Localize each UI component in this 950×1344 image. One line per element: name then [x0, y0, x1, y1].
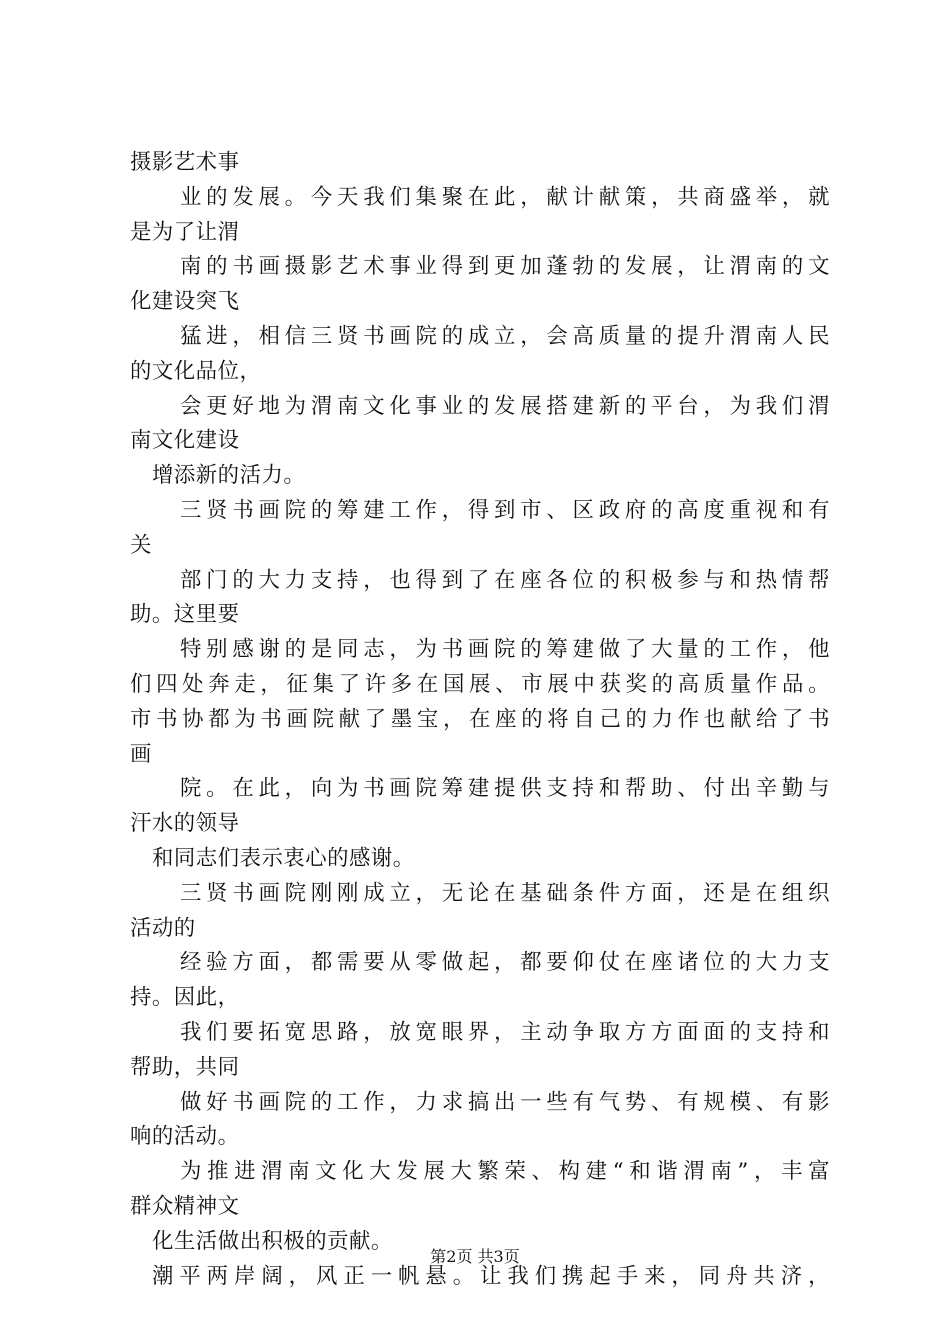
text-line: 助。这里要: [130, 602, 240, 628]
text-line: 摄影艺术事: [130, 150, 240, 175]
text-line: 帮助，共同: [130, 1054, 240, 1080]
text-line: 们四处奔走，征集了许多在国展、市展中获奖的高质量作品。: [130, 671, 830, 697]
text-line: 我们要拓宽思路，放宽眼界，主动争取方方面面的支持和: [180, 1019, 830, 1045]
text-line: 猛进，相信三贤书画院的成立，会高质量的提升渭南人民: [180, 323, 830, 349]
text-line: 业的发展。今天我们集聚在此，献计献策，共商盛举，就: [180, 184, 830, 210]
text-line: 三贤书画院的筹建工作，得到市、区政府的高度重视和有: [180, 497, 830, 523]
text-line: 经验方面，都需要从零做起，都要仰仗在座诸位的大力支: [180, 950, 830, 976]
document-body: [130, 146, 830, 1294]
text-line: 潮平两岸阔，风正一帆悬。让我们携起手来，同舟共济，: [152, 1263, 830, 1289]
text-line: 南文化建设: [130, 428, 240, 454]
text-line: 做好书画院的工作，力求搞出一些有气势、有规模、有影: [180, 1089, 830, 1115]
text-line: 会更好地为渭南文化事业的发展搭建新的平台，为我们渭: [180, 393, 830, 419]
text-line: 关: [130, 532, 152, 558]
text-line: 增添新的活力。: [152, 463, 306, 489]
text-line: 和同志们表示衷心的感谢。: [152, 845, 415, 871]
text-line: 活动的: [130, 915, 196, 941]
text-line: 特别感谢的是同志，为书画院的筹建做了大量的工作，他: [180, 637, 830, 663]
text-line: 化生活做出积极的贡献。: [152, 1228, 393, 1254]
text-line: 持。因此，: [130, 985, 240, 1011]
text-line: 为推进渭南文化大发展大繁荣、构建“和谐渭南”，丰富: [180, 1159, 830, 1185]
page-footer: 第2页 共3页: [430, 1247, 520, 1266]
text-line: 部门的大力支持，也得到了在座各位的积极参与和热情帮: [180, 567, 830, 593]
text-line: 市书协都为书画院献了墨宝，在座的将自己的力作也献给了书: [130, 706, 830, 732]
text-line: 是为了让渭: [130, 219, 240, 245]
text-line: 南的书画摄影艺术事业得到更加蓬勃的发展，让渭南的文: [180, 254, 830, 280]
text-line: 群众精神文: [130, 1193, 240, 1219]
text-line: 院。在此，向为书画院筹建提供支持和帮助、付出辛勤与: [180, 776, 830, 802]
text-line: 三贤书画院刚刚成立，无论在基础条件方面，还是在组织: [180, 880, 830, 906]
text-line: 响的活动。: [130, 1124, 240, 1150]
text-line: 的文化品位，: [130, 358, 262, 384]
text-line: 汗水的领导: [130, 811, 240, 837]
text-line: 化建设突飞: [130, 289, 240, 315]
text-line: 画: [130, 741, 152, 767]
